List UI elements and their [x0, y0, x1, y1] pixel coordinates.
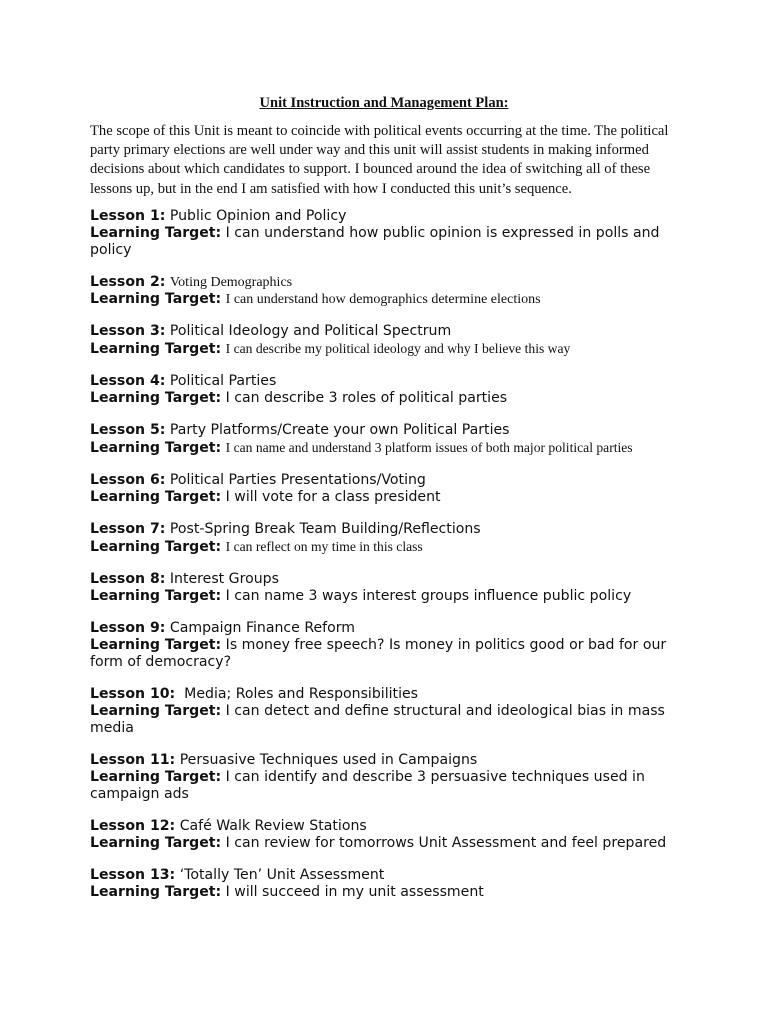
learning-target-label: Learning Target: — [90, 769, 222, 785]
lesson-heading — [90, 274, 690, 291]
lesson-heading — [90, 373, 690, 390]
lesson-target — [90, 835, 690, 852]
learning-target-label: Learning Target: — [90, 440, 222, 456]
learning-target-label: Learning Target: — [90, 341, 222, 357]
lesson-topic: Party Platforms/Create your own Political Parties — [169, 422, 510, 438]
learning-target-text: I can reflect on my time in this class — [225, 539, 423, 554]
lesson-topic: Campaign Finance Reform — [169, 620, 356, 636]
lesson-topic: Post-Spring Break Team Building/Reflections — [169, 521, 481, 537]
learning-target-label: Learning Target: — [90, 390, 222, 406]
lesson-5 — [90, 422, 690, 457]
lesson-heading — [90, 472, 690, 489]
lesson-6 — [90, 472, 690, 506]
learning-target-label: Learning Target: — [90, 884, 222, 900]
learning-target-label: Learning Target: — [90, 539, 222, 555]
lesson-label: Lesson 6: — [90, 472, 166, 488]
lesson-target — [90, 703, 690, 737]
lesson-2 — [90, 274, 690, 308]
learning-target-label: Learning Target: — [90, 291, 222, 307]
learning-target-text: I can understand how demographics determine elections — [225, 292, 541, 307]
lesson-11 — [90, 752, 690, 803]
lesson-target — [90, 489, 690, 506]
learning-target-label: Learning Target: — [90, 489, 222, 505]
lesson-topic: Interest Groups — [169, 571, 279, 587]
lesson-heading — [90, 867, 690, 884]
learning-target-label: Learning Target: — [90, 225, 222, 241]
learning-target-text: I will succeed in my unit assessment — [225, 884, 484, 900]
lesson-target — [90, 439, 690, 457]
lesson-label: Lesson 7: — [90, 521, 166, 537]
learning-target-label: Learning Target: — [90, 588, 222, 604]
lesson-heading — [90, 521, 690, 538]
lesson-7 — [90, 521, 690, 556]
lesson-label: Lesson 2: — [90, 274, 166, 290]
lesson-12 — [90, 818, 690, 852]
lesson-topic: Political Parties — [169, 373, 277, 389]
lesson-topic: Political Parties Presentations/Voting — [169, 472, 426, 488]
lesson-3 — [90, 323, 690, 358]
lesson-topic: Voting Demographics — [169, 275, 293, 290]
learning-target-text: Is money free speech? Is money in politics good or bad for our form of democracy? — [90, 637, 667, 670]
learning-target-text: I can understand how public opinion is expressed in polls and policy — [90, 225, 660, 258]
lesson-target — [90, 637, 690, 671]
lesson-list — [90, 208, 690, 916]
lesson-topic: Political Ideology and Political Spectrum — [169, 323, 452, 339]
lesson-topic: Persuasive Techniques used in Campaigns — [179, 752, 478, 768]
lesson-9 — [90, 620, 690, 671]
lesson-topic: Media; Roles and Responsibilities — [184, 686, 418, 702]
lesson-heading — [90, 686, 690, 703]
lesson-heading — [90, 752, 690, 769]
lesson-heading — [90, 422, 690, 439]
lesson-target — [90, 340, 690, 358]
lesson-4 — [90, 373, 690, 407]
lesson-8 — [90, 571, 690, 605]
learning-target-label: Learning Target: — [90, 637, 222, 653]
learning-target-text: I can describe my political ideology and why I believe this way — [225, 341, 571, 356]
lesson-target — [90, 884, 690, 901]
learning-target-text: I can describe 3 roles of political parties — [225, 390, 508, 406]
learning-target-text: I can identify and describe 3 persuasive techniques used in campaign ads — [90, 769, 645, 802]
lesson-target — [90, 390, 690, 407]
lesson-target — [90, 538, 690, 556]
lesson-label: Lesson 10: — [90, 686, 176, 702]
lesson-label: Lesson 5: — [90, 422, 166, 438]
learning-target-text: I can name 3 ways interest groups influence public policy — [225, 588, 632, 604]
learning-target-label: Learning Target: — [90, 835, 222, 851]
lesson-label: Lesson 11: — [90, 752, 176, 768]
document-title: Unit Instruction and Management Plan: — [259, 95, 509, 111]
lesson-label: Lesson 12: — [90, 818, 176, 834]
lesson-target — [90, 769, 690, 803]
lesson-heading — [90, 571, 690, 588]
lesson-target — [90, 225, 690, 259]
lesson-label: Lesson 8: — [90, 571, 166, 587]
lesson-heading — [90, 818, 690, 835]
learning-target-label: Learning Target: — [90, 703, 222, 719]
lesson-13 — [90, 867, 690, 901]
lesson-heading — [90, 323, 690, 340]
lesson-label: Lesson 4: — [90, 373, 166, 389]
intro-paragraph: The scope of this Unit is meant to coincide with political events occurring at the time. The political party primary elections are well under way and this unit will assist students in making informed decisions about which candidates to support. I bounced around the idea of switching all of these lessons up, but in the end I am satisfied with how I conducted this unit’s sequence. — [90, 123, 669, 197]
lesson-topic: Café Walk Review Stations — [179, 818, 367, 834]
learning-target-text: I can name and understand 3 platform issues of both major political parties — [225, 440, 633, 455]
lesson-1 — [90, 208, 690, 259]
lesson-heading — [90, 208, 690, 225]
lesson-label: Lesson 9: — [90, 620, 166, 636]
lesson-topic: ‘Totally Ten’ Unit Assessment — [179, 867, 385, 883]
lesson-label: Lesson 3: — [90, 323, 166, 339]
lesson-target — [90, 291, 690, 308]
lesson-10 — [90, 686, 690, 737]
lesson-target — [90, 588, 690, 605]
lesson-label: Lesson 1: — [90, 208, 166, 224]
learning-target-text: I will vote for a class president — [225, 489, 441, 505]
learning-target-text: I can review for tomorrows Unit Assessment and feel prepared — [225, 835, 667, 851]
lesson-heading — [90, 620, 690, 637]
lesson-label: Lesson 13: — [90, 867, 176, 883]
learning-target-text: I can detect and define structural and ideological bias in mass media — [90, 703, 665, 736]
lesson-topic: Public Opinion and Policy — [169, 208, 347, 224]
